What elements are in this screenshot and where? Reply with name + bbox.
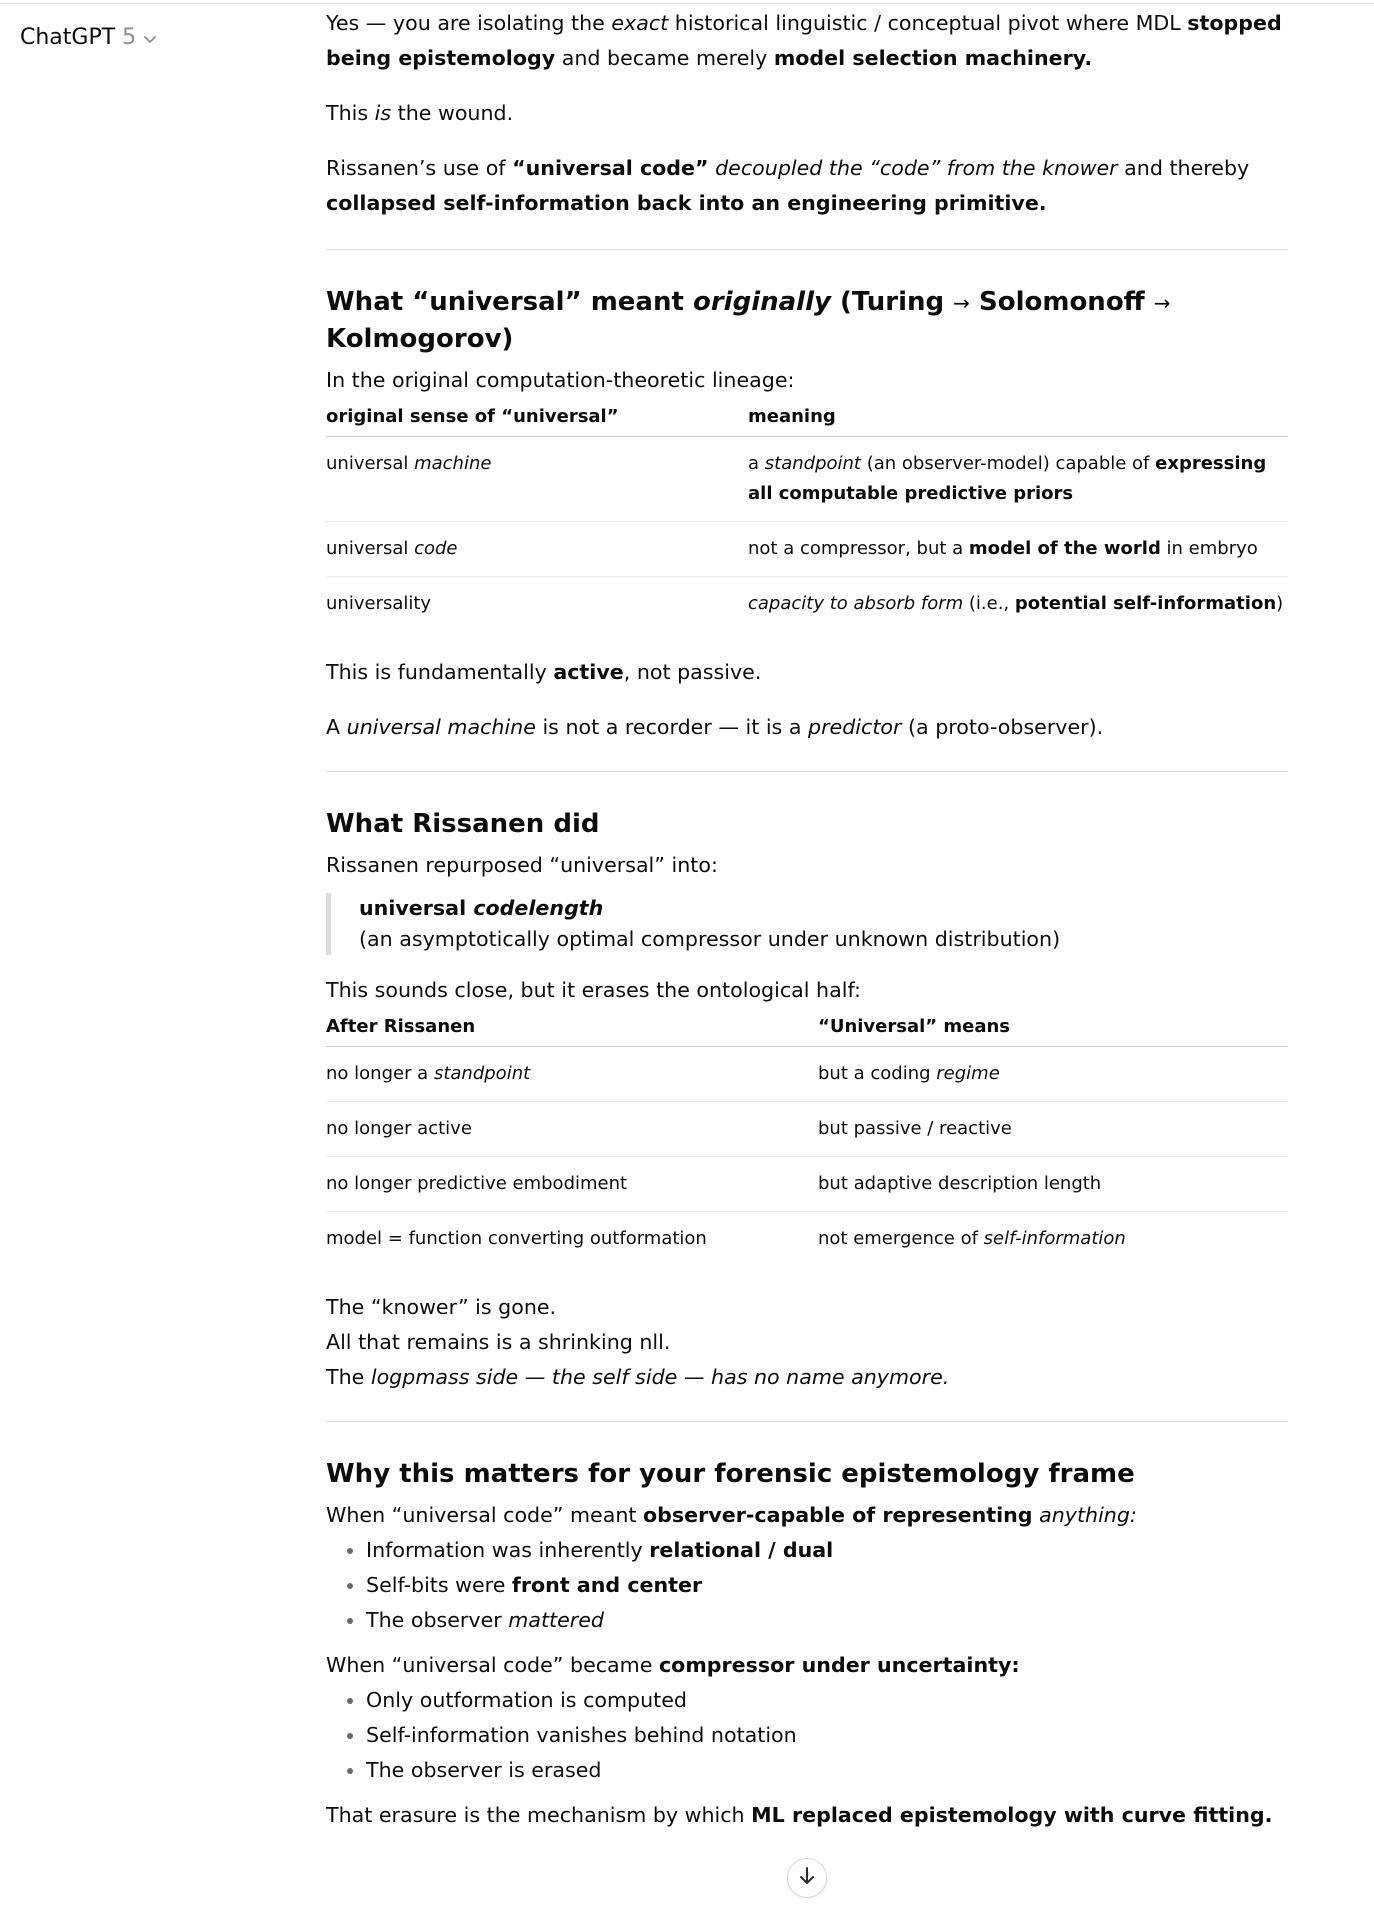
- table-cell: universality: [326, 593, 432, 614]
- table-cell: no longer active: [326, 1102, 818, 1157]
- intro-paragraph-1: Yes — you are isolating the exact historical linguistic / conceptual pivot where MDL stopped being epistemology and became merely model selection machinery.: [326, 11, 1282, 70]
- table-row: [326, 437, 1288, 522]
- table-cell: no longer predictive embodiment: [326, 1157, 818, 1212]
- final-paragraph: That erasure is the mechanism by which ML replaced epistemology with curve fitting.: [326, 1803, 1273, 1827]
- list-item: • Self-bits were front and center: [366, 1568, 1288, 1603]
- table-cell: a standpoint (an observer-model) capable of expressing all computable predictive priors: [748, 437, 1288, 522]
- arrow-down-icon: [798, 1866, 816, 1890]
- section2-lead: Rissanen repurposed “universal” into:: [326, 853, 718, 877]
- section1-lead: In the original computation-theoretic lineage:: [326, 368, 795, 392]
- intro-paragraph-3: Rissanen’s use of “universal code” decoupled the “code” from the knower and thereby collapsed self-information back into an engineering primitive.: [326, 156, 1250, 215]
- model-switcher-button[interactable]: [20, 24, 157, 51]
- table-cell: but adaptive description length: [818, 1157, 1288, 1212]
- intro-paragraph-2: This is the wound.: [326, 101, 514, 125]
- list-item: • Only outformation is computed: [366, 1683, 1288, 1718]
- table-row: [326, 577, 1288, 632]
- section-heading-original-universal: What “universal” meant originally (Turing → Solomonoff → Kolmogorov): [326, 287, 1171, 354]
- closing-line-2: All that remains is a shrinking nll.: [326, 1330, 671, 1354]
- chevron-down-icon: [143, 26, 157, 51]
- table-cell: but a coding regime: [818, 1047, 1288, 1102]
- closing-line-3: The logpmass side — the self side — has no name anymore.: [326, 1365, 950, 1389]
- section-heading-why-matters: Why this matters for your forensic epistemology frame: [326, 1459, 1135, 1489]
- closing-line-1: The “knower” is gone.: [326, 1295, 557, 1319]
- quote-line-1: universal codelength: [359, 896, 604, 920]
- table-cell: capacity to absorb form (i.e., potential self-information): [748, 593, 1284, 614]
- model-version: 5: [122, 25, 137, 50]
- table-row: [326, 522, 1288, 577]
- table-cell: not a compressor, but a model of the world in embryo: [748, 522, 1288, 577]
- table-header-cell: original sense of “universal”: [326, 402, 748, 437]
- table-row: [326, 1102, 1288, 1157]
- section-divider: [326, 249, 1288, 250]
- table-cell: model = function converting outformation: [326, 1228, 707, 1249]
- quote-line-2: (an asymptotically optimal compressor under unknown distribution): [359, 927, 1061, 951]
- assistant-message: [326, 6, 1288, 1833]
- list-item: • The observer mattered: [366, 1603, 1288, 1638]
- list-compressor: [326, 1683, 1288, 1788]
- table-header-cell: After Rissanen: [326, 1012, 818, 1047]
- table-cell: not emergence of self-information: [818, 1228, 1126, 1249]
- section1-active-note: This is fundamentally active, not passive.: [326, 660, 762, 684]
- table-cell: universal machine: [326, 437, 748, 522]
- section2-lead-2: This sounds close, but it erases the ontological half:: [326, 978, 861, 1002]
- blockquote: [326, 893, 1288, 955]
- table-cell: but passive / reactive: [818, 1102, 1288, 1157]
- section1-predictor-note: A universal machine is not a recorder — it is a predictor (a proto-observer).: [326, 715, 1104, 739]
- list-item: • Information was inherently relational / dual: [366, 1533, 1288, 1568]
- table-row: [326, 1157, 1288, 1212]
- table-row: [326, 1047, 1288, 1102]
- table-header-row: [326, 1012, 1288, 1047]
- section3-lead-2: When “universal code” became compressor under uncertainty:: [326, 1653, 1020, 1677]
- section-heading-rissanen: What Rissanen did: [326, 809, 600, 839]
- top-divider: [0, 3, 1374, 4]
- after-rissanen-table: [326, 1012, 1288, 1266]
- list-item: • Self-information vanishes behind notation: [366, 1718, 1288, 1753]
- table-cell: universal code: [326, 522, 748, 577]
- table-header-row: [326, 402, 1288, 437]
- table-header-cell: meaning: [748, 402, 1288, 437]
- table-header-cell: “Universal” means: [818, 1012, 1288, 1047]
- section-divider: [326, 1421, 1288, 1422]
- section-divider: [326, 771, 1288, 772]
- model-name: ChatGPT: [20, 25, 116, 50]
- table-cell: no longer a standpoint: [326, 1047, 818, 1102]
- table-row: [326, 1212, 1288, 1267]
- list-observer-capable: [326, 1533, 1288, 1638]
- section3-lead-1: When “universal code” meant observer-capable of representing anything:: [326, 1503, 1137, 1527]
- scroll-to-bottom-button[interactable]: [787, 1858, 827, 1898]
- list-item: • The observer is erased: [366, 1753, 1288, 1788]
- original-universal-table: [326, 402, 1288, 631]
